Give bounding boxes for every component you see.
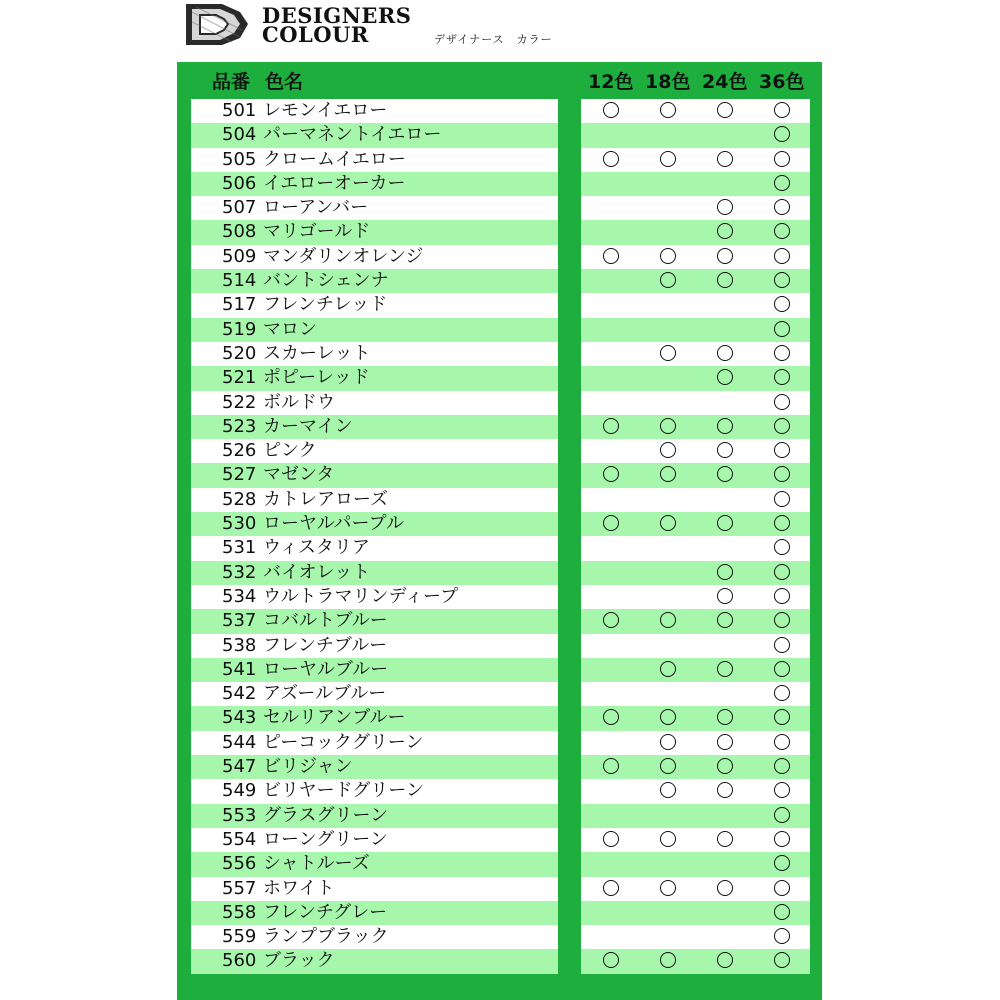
table-row: [191, 585, 558, 609]
mark-12-set: [603, 709, 619, 725]
mark-36-set: [774, 880, 790, 896]
mark-36-set: [774, 296, 790, 312]
color-code: 519: [222, 318, 257, 340]
mark-24-set: [717, 223, 733, 239]
mark-36-set: [774, 442, 790, 458]
color-code: 523: [222, 415, 257, 437]
header-col-18: 18色: [645, 71, 691, 93]
mark-12-set: [603, 418, 619, 434]
mark-24-set: [717, 831, 733, 847]
table-row: [191, 561, 558, 585]
mark-36-set: [774, 102, 790, 118]
table-row-sets: [581, 609, 810, 633]
table-row-sets: [581, 415, 810, 439]
table-row: [191, 877, 558, 901]
table-row: [191, 658, 558, 682]
table-row-sets: [581, 877, 810, 901]
table-row-sets: [581, 439, 810, 463]
mark-36-set: [774, 539, 790, 555]
table-row-sets: [581, 925, 810, 949]
mark-24-set: [717, 199, 733, 215]
mark-18-set: [660, 952, 676, 968]
color-name: カーマイン: [263, 415, 353, 437]
table-row: [191, 415, 558, 439]
mark-36-set: [774, 199, 790, 215]
mark-18-set: [660, 612, 676, 628]
table-row: [191, 901, 558, 925]
mark-12-set: [603, 880, 619, 896]
header-name-label: 色名: [265, 71, 304, 93]
table-row: [191, 172, 558, 196]
mark-18-set: [660, 151, 676, 167]
mark-36-set: [774, 952, 790, 968]
table-row-sets: [581, 561, 810, 585]
color-name: コバルトブルー: [263, 610, 388, 632]
table-row-sets: [581, 779, 810, 803]
mark-18-set: [660, 418, 676, 434]
color-name: グラスグリーン: [263, 804, 389, 826]
mark-24-set: [717, 151, 733, 167]
table-row-sets: [581, 366, 810, 390]
color-code: 553: [222, 804, 257, 826]
mark-24-set: [717, 418, 733, 434]
color-code: 559: [222, 926, 257, 948]
mark-36-set: [774, 126, 790, 142]
color-name: ピーコックグリーン: [263, 731, 424, 753]
mark-36-set: [774, 369, 790, 385]
color-name: ビリヤードグリーン: [263, 780, 424, 802]
color-name: イエローオーカー: [263, 172, 406, 194]
mark-24-set: [717, 782, 733, 798]
color-code: 537: [222, 610, 257, 632]
mark-18-set: [660, 661, 676, 677]
mark-36-set: [774, 758, 790, 774]
mark-24-set: [717, 880, 733, 896]
table-row-sets: [581, 731, 810, 755]
table-row: [191, 391, 558, 415]
color-code: 526: [222, 440, 257, 462]
table-row-sets: [581, 123, 810, 147]
mark-18-set: [660, 442, 676, 458]
color-name: ローアンバー: [263, 197, 369, 219]
color-name: マロン: [263, 318, 317, 340]
color-code: 517: [222, 294, 257, 316]
color-code: 560: [222, 950, 257, 972]
color-code: 531: [222, 537, 257, 559]
color-name: ウィスタリア: [263, 537, 370, 559]
color-name: ローヤルパープル: [263, 513, 404, 535]
table-row: [191, 318, 558, 342]
color-code: 544: [222, 731, 257, 753]
mark-24-set: [717, 345, 733, 361]
mark-24-set: [717, 248, 733, 264]
color-name: ポピーレッド: [263, 367, 370, 389]
mark-36-set: [774, 588, 790, 604]
table-row: [191, 925, 558, 949]
color-code: 514: [222, 270, 257, 292]
mark-36-set: [774, 831, 790, 847]
mark-36-set: [774, 661, 790, 677]
mark-36-set: [774, 709, 790, 725]
mark-36-set: [774, 685, 790, 701]
color-name: ローングリーン: [263, 828, 388, 850]
mark-36-set: [774, 466, 790, 482]
table-row: [191, 828, 558, 852]
color-code: 506: [222, 172, 257, 194]
mark-18-set: [660, 466, 676, 482]
color-code: 527: [222, 464, 257, 486]
header-code-label: 品番: [212, 71, 251, 93]
mark-36-set: [774, 345, 790, 361]
table-row-sets: [581, 828, 810, 852]
mark-12-set: [603, 151, 619, 167]
color-code: 558: [222, 901, 257, 923]
table-row-sets: [581, 949, 810, 973]
mark-24-set: [717, 734, 733, 750]
table-row-sets: [581, 99, 810, 123]
mark-12-set: [603, 102, 619, 118]
mark-12-set: [603, 466, 619, 482]
table-row: [191, 366, 558, 390]
color-code: 504: [222, 124, 257, 146]
mark-18-set: [660, 758, 676, 774]
table-row-sets: [581, 634, 810, 658]
mark-24-set: [717, 661, 733, 677]
color-name: バイオレット: [263, 561, 371, 583]
mark-36-set: [774, 855, 790, 871]
color-code: 534: [222, 585, 257, 607]
header-col-12: 12色: [588, 71, 634, 93]
mark-36-set: [774, 175, 790, 191]
table-row: [191, 536, 558, 560]
mark-18-set: [660, 709, 676, 725]
table-row-sets: [581, 755, 810, 779]
color-name: ボルドウ: [263, 391, 335, 413]
table-row: [191, 342, 558, 366]
table-row-sets: [581, 488, 810, 512]
color-code: 528: [222, 488, 257, 510]
color-name: クロームイエロー: [263, 148, 406, 170]
table-row: [191, 852, 558, 876]
color-code: 522: [222, 391, 257, 413]
color-name: フレンチブルー: [263, 634, 388, 656]
color-code: 547: [222, 756, 257, 778]
color-name: ローヤルブルー: [263, 658, 389, 680]
color-name: ビリジャン: [263, 756, 353, 778]
mark-24-set: [717, 564, 733, 580]
color-name: カトレアローズ: [263, 488, 389, 510]
mark-18-set: [660, 248, 676, 264]
color-name: バントシェンナ: [263, 270, 389, 292]
table-row-sets: [581, 585, 810, 609]
mark-24-set: [717, 758, 733, 774]
mark-24-set: [717, 709, 733, 725]
color-name: マリゴールド: [263, 221, 371, 243]
mark-36-set: [774, 637, 790, 653]
color-code: 538: [222, 634, 257, 656]
color-code: 543: [222, 707, 257, 729]
color-name: マゼンタ: [263, 464, 335, 486]
table-row-sets: [581, 293, 810, 317]
table-row: [191, 755, 558, 779]
mark-36-set: [774, 272, 790, 288]
table-row: [191, 148, 558, 172]
table-row-sets: [581, 463, 810, 487]
designers-colour-logo: [182, 2, 250, 46]
color-code: 549: [222, 780, 257, 802]
mark-18-set: [660, 102, 676, 118]
color-name: ランプブラック: [263, 926, 389, 948]
color-name: パーマネントイエロー: [263, 124, 442, 146]
table-row-sets: [581, 220, 810, 244]
table-row-sets: [581, 318, 810, 342]
table-row: [191, 706, 558, 730]
table-row: [191, 123, 558, 147]
mark-24-set: [717, 102, 733, 118]
color-code: 541: [222, 658, 257, 680]
table-row-sets: [581, 245, 810, 269]
color-name: ホワイト: [263, 877, 335, 899]
color-code: 520: [222, 342, 257, 364]
table-row-sets: [581, 342, 810, 366]
color-name: ブラック: [263, 950, 335, 972]
mark-36-set: [774, 807, 790, 823]
table-row-sets: [581, 901, 810, 925]
mark-12-set: [603, 952, 619, 968]
mark-12-set: [603, 831, 619, 847]
table-row-sets: [581, 852, 810, 876]
mark-36-set: [774, 151, 790, 167]
mark-18-set: [660, 734, 676, 750]
color-name: フレンチグレー: [263, 901, 388, 923]
mark-24-set: [717, 515, 733, 531]
table-row: [191, 949, 558, 973]
mark-36-set: [774, 223, 790, 239]
color-code: 554: [222, 828, 257, 850]
mark-12-set: [603, 612, 619, 628]
color-code: 508: [222, 221, 257, 243]
color-name: シャトルーズ: [263, 853, 370, 875]
table-row-sets: [581, 536, 810, 560]
table-row-sets: [581, 148, 810, 172]
color-code: 509: [222, 245, 257, 267]
table-row: [191, 196, 558, 220]
color-name: アズールブルー: [263, 683, 387, 705]
mark-18-set: [660, 782, 676, 798]
table-row-sets: [581, 512, 810, 536]
mark-24-set: [717, 588, 733, 604]
mark-36-set: [774, 564, 790, 580]
mark-24-set: [717, 466, 733, 482]
brand-header: [0, 0, 1000, 62]
header-col-24: 24色: [702, 71, 748, 93]
color-code: 507: [222, 197, 257, 219]
set-availability-grid: [581, 99, 810, 974]
brand-line-2: COLOUR: [262, 22, 369, 47]
mark-18-set: [660, 880, 676, 896]
mark-24-set: [717, 369, 733, 385]
table-row-sets: [581, 706, 810, 730]
color-code: 521: [222, 367, 257, 389]
mark-12-set: [603, 248, 619, 264]
mark-12-set: [603, 758, 619, 774]
mark-36-set: [774, 321, 790, 337]
color-code: 542: [222, 683, 257, 705]
table-row: [191, 245, 558, 269]
mark-18-set: [660, 515, 676, 531]
table-row: [191, 512, 558, 536]
mark-12-set: [603, 515, 619, 531]
color-name: レモンイエロー: [263, 100, 388, 121]
table-row-sets: [581, 658, 810, 682]
mark-24-set: [717, 612, 733, 628]
mark-18-set: [660, 831, 676, 847]
table-row: [191, 609, 558, 633]
color-name: フレンチレッド: [263, 294, 388, 316]
color-code: 501: [222, 100, 257, 121]
table-row-sets: [581, 269, 810, 293]
table-row: [191, 293, 558, 317]
mark-36-set: [774, 782, 790, 798]
brand-line-1: DESIGNERS: [262, 3, 412, 28]
color-name: ウルトラマリンディープ: [263, 585, 459, 607]
mark-18-set: [660, 272, 676, 288]
header-col-36: 36色: [759, 71, 805, 93]
mark-36-set: [774, 734, 790, 750]
table-row: [191, 682, 558, 706]
color-name: セルリアンブルー: [263, 707, 406, 729]
color-code: 556: [222, 853, 257, 875]
table-row: [191, 488, 558, 512]
brand-kana: デザイナース カラー: [434, 33, 553, 46]
mark-18-set: [660, 345, 676, 361]
color-code: 505: [222, 148, 257, 170]
color-name: スカーレット: [263, 342, 371, 364]
mark-36-set: [774, 612, 790, 628]
table-row: [191, 220, 558, 244]
table-row: [191, 634, 558, 658]
mark-36-set: [774, 394, 790, 410]
table-row-sets: [581, 172, 810, 196]
table-row: [191, 99, 558, 123]
color-code: 532: [222, 561, 257, 583]
mark-36-set: [774, 418, 790, 434]
table-row-sets: [581, 804, 810, 828]
color-name: マンダリンオレンジ: [263, 245, 424, 267]
mark-36-set: [774, 928, 790, 944]
color-code: 530: [222, 513, 257, 535]
mark-36-set: [774, 491, 790, 507]
table-row: [191, 269, 558, 293]
table-row: [191, 779, 558, 803]
color-code: 557: [222, 877, 257, 899]
mark-24-set: [717, 272, 733, 288]
mark-36-set: [774, 515, 790, 531]
table-row: [191, 731, 558, 755]
table-row-sets: [581, 196, 810, 220]
table-row-sets: [581, 682, 810, 706]
mark-24-set: [717, 442, 733, 458]
table-row: [191, 439, 558, 463]
mark-36-set: [774, 248, 790, 264]
mark-24-set: [717, 952, 733, 968]
color-name-list: [191, 99, 558, 974]
mark-36-set: [774, 904, 790, 920]
table-row: [191, 463, 558, 487]
table-row: [191, 804, 558, 828]
color-name: ピンク: [263, 440, 317, 462]
table-row-sets: [581, 391, 810, 415]
